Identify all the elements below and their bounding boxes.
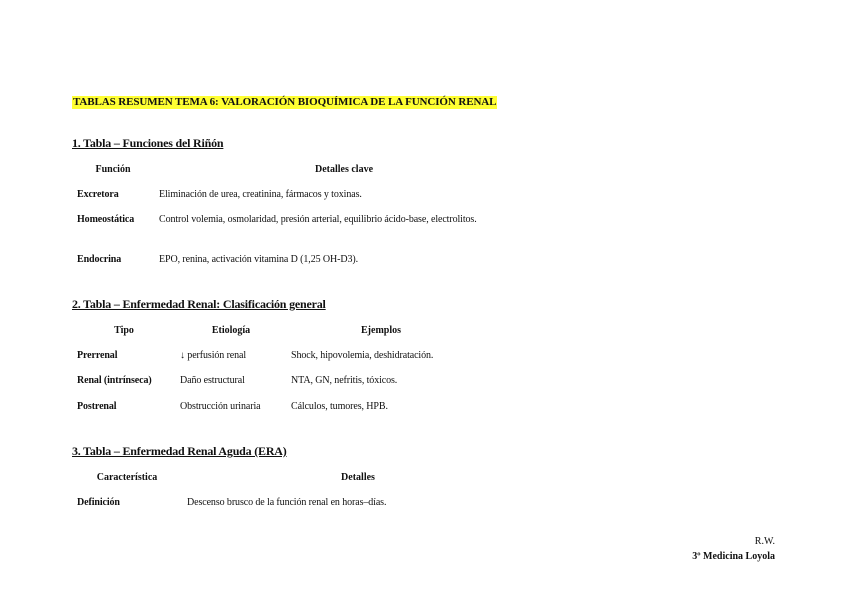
table1-cell-details: Control volemia, osmolaridad, presión arterial, equilibrio ácido-base, electrolitos.: [159, 214, 477, 225]
table1-cell-details: EPO, renina, activación vitamina D (1,25 OH-D3).: [159, 254, 359, 265]
table2-header-examples: Ejemplos: [361, 325, 401, 336]
table2-cell-examples: Shock, hipovolemia, deshidratación.: [291, 350, 434, 361]
table2-cell-type: Postrenal: [77, 401, 117, 412]
footer-course: 3º Medicina Loyola: [692, 551, 775, 562]
table2-header-etiology: Etiología: [211, 325, 251, 336]
table1-cell-function: Endocrina: [77, 254, 122, 265]
table3-cell-characteristic: Definición: [77, 497, 120, 508]
table2-header-type: Tipo: [114, 325, 134, 336]
page-title: TABLAS RESUMEN TEMA 6: VALORACIÓN BIOQUÍMICA DE LA FUNCIÓN RENAL: [73, 96, 497, 108]
table2-cell-examples: Cálculos, tumores, HPB.: [291, 401, 388, 412]
table3-cell-details: Descenso brusco de la función renal en horas–días.: [187, 497, 387, 508]
table1-header-function: Función: [95, 164, 131, 175]
table1-cell-details: Eliminación de urea, creatinina, fármacos y toxinas.: [159, 189, 362, 200]
table2-cell-type: Prerrenal: [77, 350, 118, 361]
footer-author: R.W.: [754, 536, 775, 547]
table3-header-details: Detalles: [341, 472, 375, 483]
table2-cell-examples: NTA, GN, nefritis, tóxicos.: [291, 375, 398, 386]
table1-title: 1. Tabla – Funciones del Riñón: [72, 136, 224, 150]
table3-header-characteristic: Característica: [96, 472, 158, 483]
table2-cell-type: Renal (intrínseca): [77, 375, 152, 386]
table2-title: 2. Tabla – Enfermedad Renal: Clasificación general: [72, 297, 326, 311]
table1-cell-function: Excretora: [77, 189, 119, 200]
table3-title: 3. Tabla – Enfermedad Renal Aguda (ERA): [72, 444, 287, 458]
table1-cell-function: Homeostática: [77, 214, 135, 225]
table1-header-details: Detalles clave: [314, 164, 374, 175]
table2-cell-etiology: ↓ perfusión renal: [180, 350, 247, 361]
table2-cell-etiology: Daño estructural: [180, 375, 245, 386]
table2-cell-etiology: Obstrucción urinaria: [180, 401, 261, 412]
